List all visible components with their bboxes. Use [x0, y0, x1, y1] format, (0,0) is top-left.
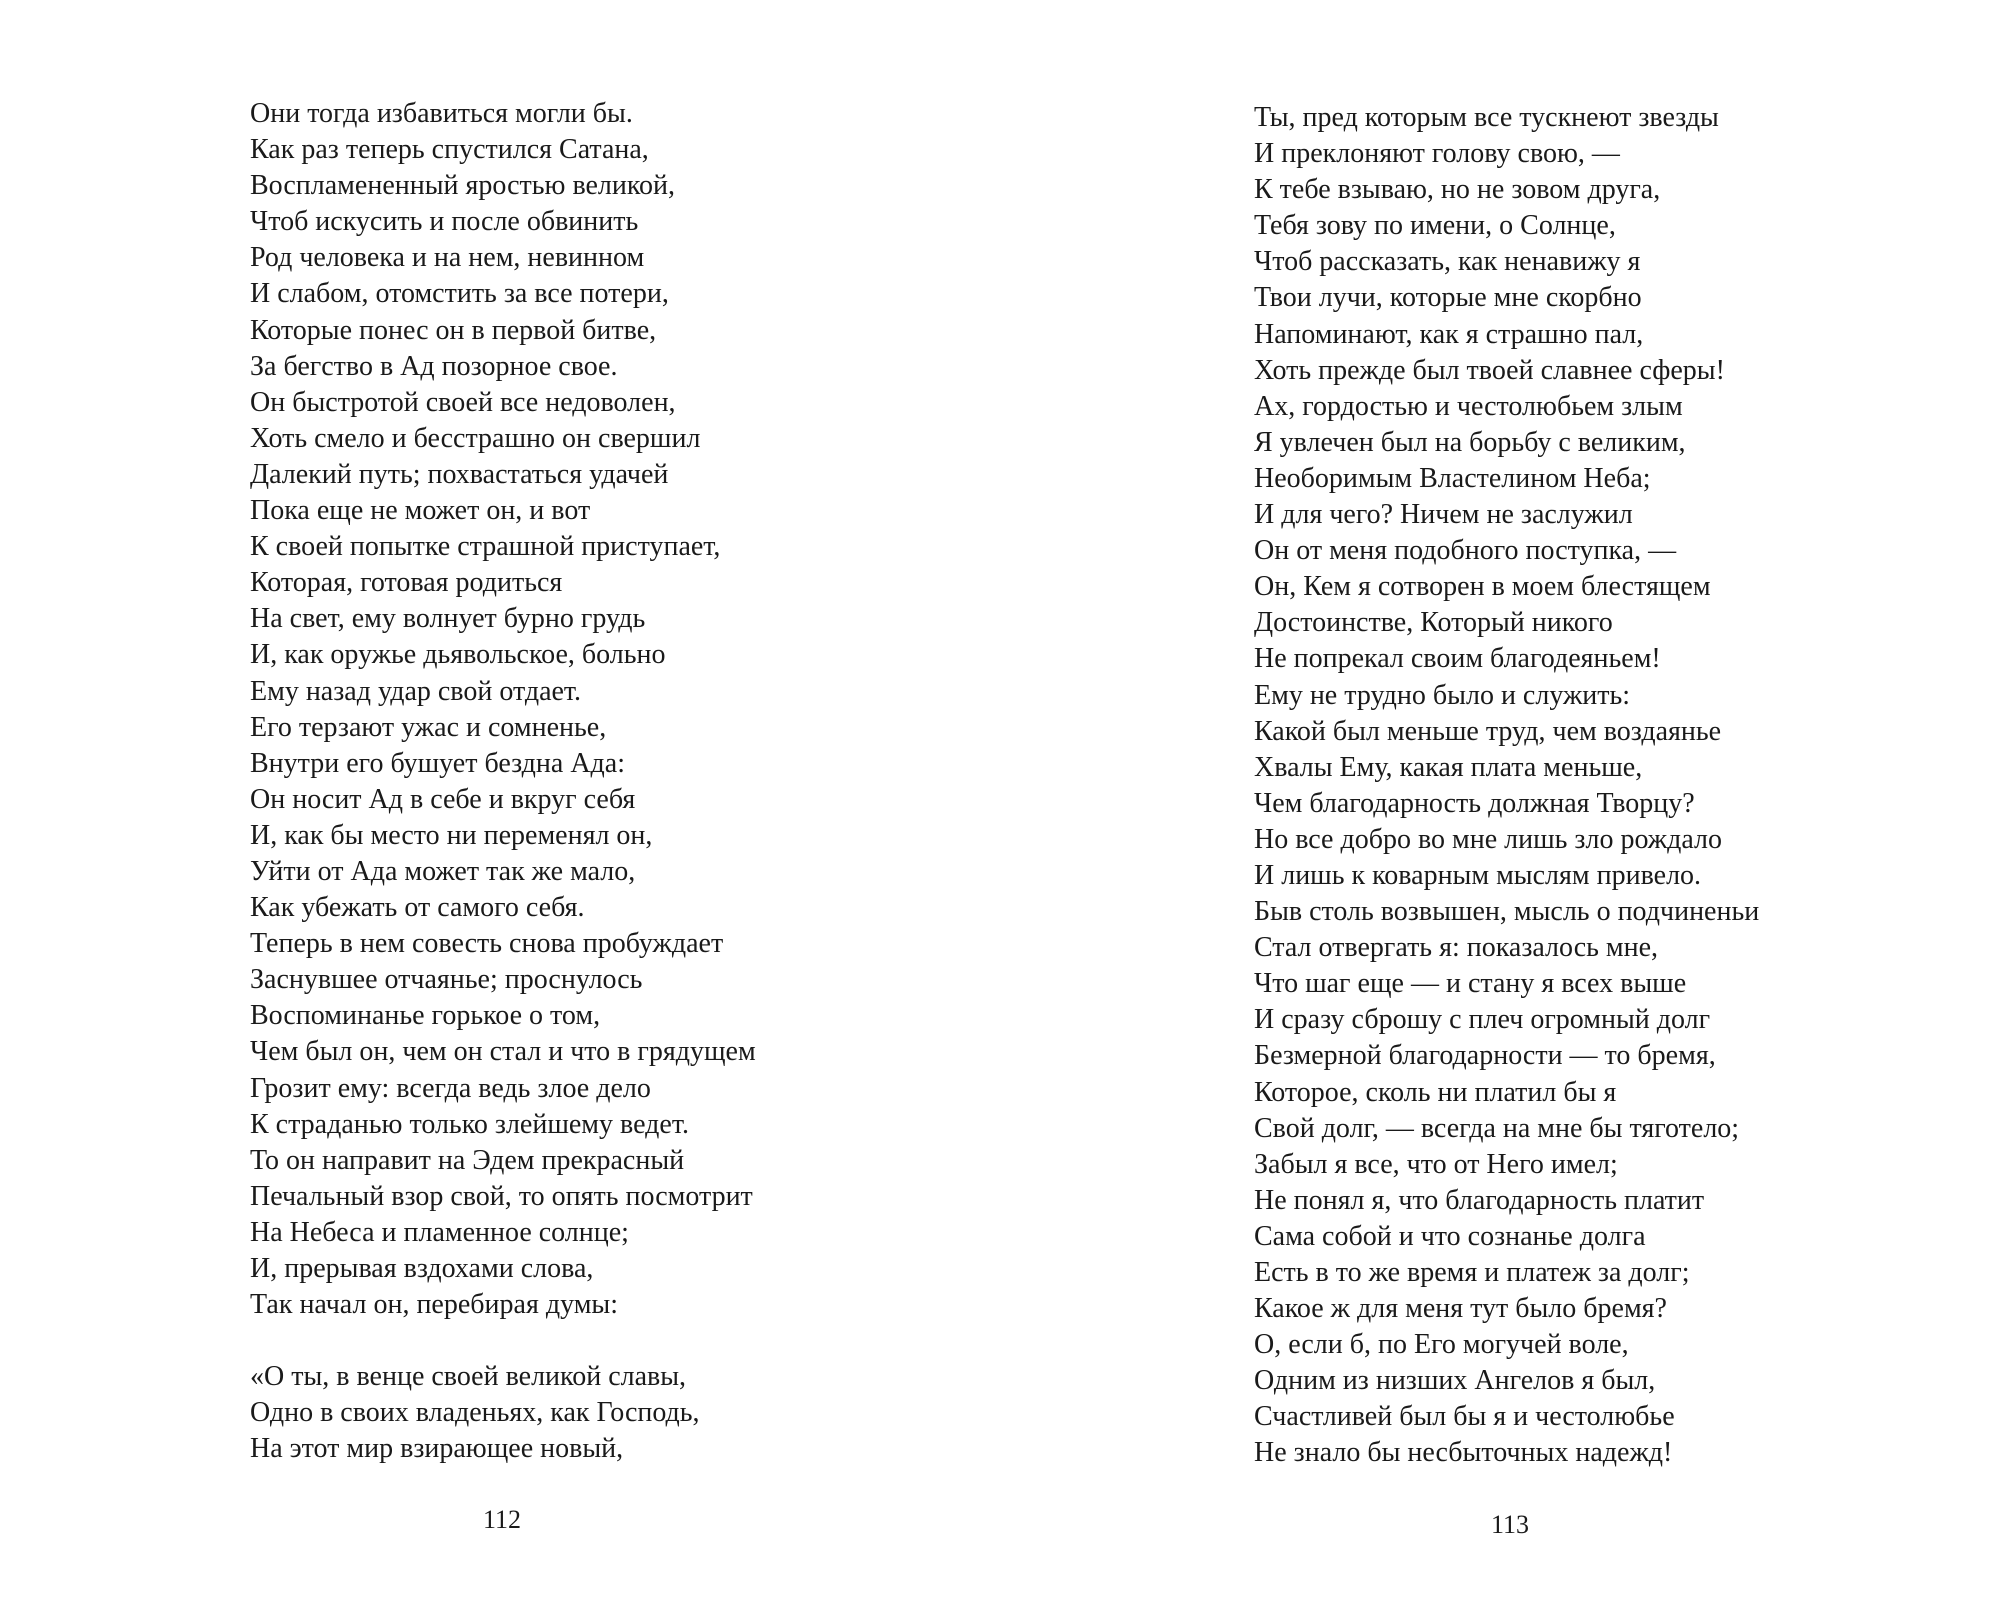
poem-line: Чем благодарность должная Творцу?: [1254, 787, 1695, 819]
poem-line: Напоминают, как я страшно пал,: [1254, 318, 1644, 350]
poem-line: Род человека и на нем, невинном: [250, 242, 645, 274]
poem-line: Ему не трудно было и служить:: [1254, 679, 1631, 711]
poem-line: Далекий путь; похвастаться удачей: [250, 458, 669, 490]
poem-line: Ты, пред которым все тускнеют звезды: [1254, 102, 1719, 133]
poem-line: Чтоб искусить и после обвинить: [250, 206, 639, 238]
poem-line: Забыл я все, что от Него имел;: [1254, 1148, 1618, 1180]
poem-line: Хоть смело и бесстрашно он свершил: [250, 422, 701, 454]
poem-line: Чтоб рассказать, как ненавижу я: [1254, 246, 1641, 278]
poem-line: Счастливей был бы я и честолюбье: [1254, 1401, 1675, 1433]
poem-line: Он носит Ад в себе и вкруг себя: [250, 783, 636, 815]
poem-line: Уйти от Ада может так же мало,: [250, 855, 636, 887]
poem-line: К своей попытке страшной приступает,: [250, 531, 721, 563]
poem-line: Они тогда избавиться могли бы.: [250, 98, 633, 129]
poem-line: Достоинстве, Который никого: [1254, 607, 1613, 639]
poem-line: Но все добро во мне лишь зло рождало: [1254, 823, 1722, 855]
poem-line: Которое, сколь ни платил бы я: [1254, 1076, 1617, 1108]
poem-line: Свой долг, — всегда на мне бы тяготело;: [1254, 1112, 1740, 1144]
right-page: [1000, 0, 2000, 1600]
poem-line: Грозит ему: всегда ведь злое дело: [250, 1072, 651, 1104]
poem-line: Хоть прежде был твоей славнее сферы!: [1254, 354, 1725, 386]
poem-line: Его терзают ужас и сомненье,: [250, 711, 607, 743]
poem-line: Безмерной благодарности — то бремя,: [1254, 1040, 1716, 1072]
poem-line: На свет, ему волнует бурно грудь: [250, 603, 646, 635]
poem-line: Стал отвергать я: показалось мне,: [1254, 932, 1659, 964]
poem-line: Пока еще не может он, и вот: [250, 495, 591, 527]
poem-line: Одним из низших Ангелов я был,: [1254, 1365, 1656, 1397]
poem-line: К тебе взываю, но не зовом друга,: [1254, 174, 1661, 206]
poem-line: Которые понес он в первой битве,: [250, 314, 657, 346]
poem-line: То он направит на Эдем прекрасный: [250, 1144, 685, 1176]
poem-line: Ему назад удар свой отдает.: [250, 675, 582, 707]
poem-line: Сама собой и что сознанье долга: [1254, 1220, 1646, 1252]
poem-line: И для чего? Ничем не заслужил: [1254, 499, 1633, 531]
poem-line: На Небеса и пламенное солнце;: [250, 1216, 629, 1248]
poem-line: Ах, гордостью и честолюбьем злым: [1254, 390, 1683, 422]
poem-line: За бегство в Ад позорное свое.: [250, 350, 618, 382]
poem-line: Он от меня подобного поступка, —: [1254, 535, 1677, 567]
poem-line: Воспламененный яростью великой,: [250, 170, 676, 202]
poem-line: К страданью только злейшему ведет.: [250, 1108, 689, 1140]
poem-line: Необоримым Властелином Неба;: [1254, 462, 1651, 494]
poem-line: Есть в то же время и платеж за долг;: [1254, 1257, 1690, 1288]
poem-line: Как раз теперь спустился Сатана,: [250, 134, 649, 166]
poem-line: Не попрекал своим благодеяньем!: [1254, 643, 1661, 675]
poem-line: Не знало бы несбыточных надежд!: [1254, 1437, 1673, 1469]
poem-line: И, прерывая вздохами слова,: [250, 1253, 594, 1284]
poem-line: Быв столь возвышен, мысль о подчиненьи: [1254, 896, 1760, 928]
poem-line: Чем был он, чем он стал и что в грядущем: [250, 1036, 756, 1068]
poem-line: Что шаг еще — и стану я всех выше: [1254, 968, 1687, 1000]
right-page-number: 113: [1490, 1510, 1530, 1539]
poem-line: Твои лучи, которые мне скорбно: [1254, 282, 1642, 314]
poem-line: Как убежать от самого себя.: [250, 892, 585, 924]
poem-line: И сразу сброшу с плеч огромный долг: [1254, 1004, 1711, 1036]
poem-line: Воспоминанье горькое о том,: [250, 1000, 601, 1032]
poem-line: Печальный взор свой, то опять посмотрит: [250, 1180, 753, 1212]
poem-line: Которая, готовая родиться: [250, 567, 563, 599]
poem-line: Он, Кем я сотворен в моем блестящем: [1254, 571, 1711, 603]
right-poem-text: [1254, 100, 1759, 1472]
poem-line: Хвалы Ему, какая плата меньше,: [1254, 751, 1643, 783]
left-poem-text: [250, 96, 756, 1468]
poem-line: Одно в своих владеньях, как Господь,: [250, 1397, 700, 1429]
poem-line: И слабом, отомстить за все потери,: [250, 278, 669, 310]
poem-line: И лишь к коварным мыслям привело.: [1254, 859, 1702, 891]
poem-line: Какой был меньше труд, чем воздаянье: [1254, 715, 1722, 747]
poem-line: И преклоняют голову свою, —: [1254, 138, 1620, 170]
poem-line: На этот мир взирающее новый,: [250, 1433, 624, 1465]
poem-line: Внутри его бушует бездна Ада:: [250, 747, 626, 779]
poem-line: Он быстротой своей все недоволен,: [250, 386, 676, 418]
poem-line: О, если б, по Его могучей воле,: [1254, 1329, 1629, 1361]
left-page-number: 112: [482, 1505, 522, 1534]
poem-line: Какое ж для меня тут было бремя?: [1254, 1293, 1667, 1325]
stanza-break: [250, 1323, 756, 1359]
poem-line: Теперь в нем совесть снова пробуждает: [250, 928, 724, 960]
poem-line: Не понял я, что благодарность платит: [1254, 1184, 1705, 1216]
poem-line: Так начал он, перебирая думы:: [250, 1289, 619, 1321]
poem-line: Тебя зову по имени, о Солнце,: [1254, 210, 1616, 242]
poem-line: Заснувшее отчаянье; проснулось: [250, 964, 643, 996]
poem-line: И, как оружье дьявольское, больно: [250, 639, 666, 671]
poem-line: «О ты, в венце своей великой славы,: [250, 1361, 687, 1393]
poem-line: Я увлечен был на борьбу с великим,: [1254, 426, 1686, 458]
poem-line: И, как бы место ни переменял он,: [250, 819, 653, 851]
